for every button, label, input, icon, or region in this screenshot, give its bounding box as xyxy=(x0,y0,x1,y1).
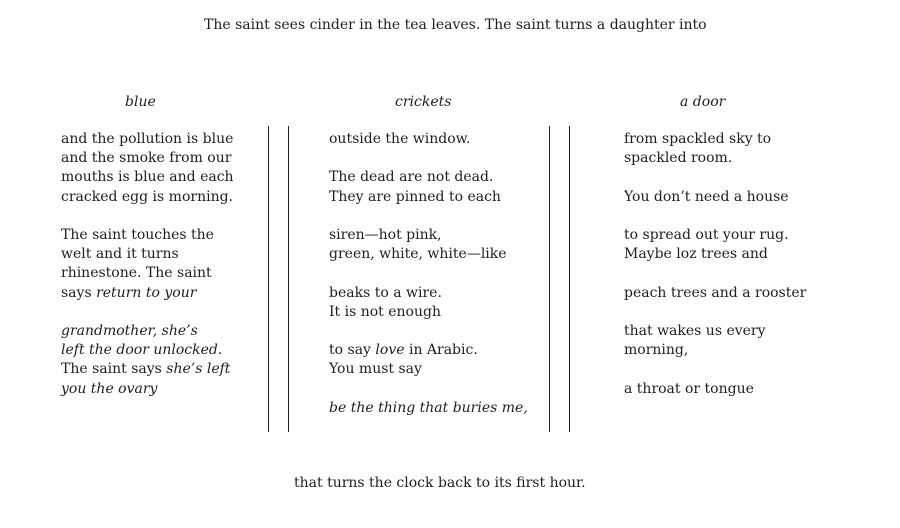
italic-text: left the door unlocked. xyxy=(61,342,223,359)
text-run: The dead are not dead. xyxy=(329,169,494,186)
stanza xyxy=(329,341,528,379)
poem-line xyxy=(61,341,234,360)
text-run: outside the window. xyxy=(329,131,471,147)
column-divider xyxy=(549,126,550,432)
text-run: siren—hot pink, xyxy=(329,226,442,243)
text-run: They are pinned to each xyxy=(329,188,501,205)
italic-text: return to your xyxy=(96,284,197,301)
text-run: that wakes us every xyxy=(624,322,766,339)
stanza xyxy=(624,284,806,303)
text-run: Maybe loz trees and xyxy=(624,246,768,263)
poem-line xyxy=(61,284,234,303)
poem-line xyxy=(329,284,528,303)
column-a-door xyxy=(624,130,806,418)
poem-line xyxy=(61,226,234,245)
poem-line xyxy=(624,188,806,207)
stanza xyxy=(624,380,806,399)
poem-line xyxy=(624,284,806,303)
poem-line xyxy=(329,303,528,322)
text-run: and the smoke from our xyxy=(61,150,232,167)
text-run: a throat or tongue xyxy=(624,380,754,397)
text-run: beaks to a wire. xyxy=(329,284,442,301)
poem-line xyxy=(329,341,528,360)
stanza xyxy=(624,226,806,264)
stanza xyxy=(329,168,528,206)
column-blue xyxy=(61,130,234,418)
stanza xyxy=(329,226,528,264)
italic-text: love xyxy=(375,342,405,359)
italic-text: she’s left xyxy=(166,361,231,378)
text-run: It is not enough xyxy=(329,303,441,320)
text-run: from spackled sky to xyxy=(624,131,772,147)
stanza xyxy=(624,130,806,168)
poem-line xyxy=(61,149,234,168)
text-run: green, white, white—like xyxy=(329,246,507,263)
text-run: mouths is blue and each xyxy=(61,169,234,186)
stanza xyxy=(329,399,528,418)
poem-line xyxy=(624,149,806,168)
text-run: The saint touches the xyxy=(61,227,214,243)
column-crickets xyxy=(329,130,528,437)
text-run: You must say xyxy=(329,361,422,378)
italic-text: be the thing that buries me, xyxy=(329,399,528,416)
text-run: welt and it turns xyxy=(61,246,179,263)
stanza xyxy=(329,284,528,322)
poem-line xyxy=(624,226,806,245)
poem-line xyxy=(329,130,528,149)
text-run: The saint says xyxy=(61,361,167,378)
text-run: to say xyxy=(329,342,376,359)
poem-line xyxy=(329,399,528,418)
stanza xyxy=(624,188,806,207)
text-run: cracked egg is morning. xyxy=(61,188,233,205)
text-run: You don’t need a house xyxy=(624,188,789,205)
poem-line xyxy=(61,168,234,187)
poem-line xyxy=(61,188,234,207)
poem-line xyxy=(329,360,528,379)
text-run: and the pollution is blue xyxy=(61,131,234,147)
poem-line xyxy=(329,168,528,187)
stanza xyxy=(329,130,528,149)
poem-line xyxy=(329,226,528,245)
column-title-a-door: a door xyxy=(680,94,726,110)
poem-line xyxy=(329,245,528,264)
text-run: in Arabic. xyxy=(404,342,478,359)
text-run: says xyxy=(61,284,97,301)
poem-line xyxy=(624,341,806,360)
poem-line xyxy=(624,245,806,264)
text-run: spackled room. xyxy=(624,150,733,167)
italic-text: you the ovary xyxy=(61,380,158,397)
poem-line xyxy=(624,130,806,149)
column-divider xyxy=(268,126,269,432)
column-title-blue: blue xyxy=(125,94,156,110)
stanza xyxy=(61,226,234,303)
poem-line xyxy=(61,264,234,283)
poem-line xyxy=(61,360,234,379)
poem-line xyxy=(61,322,234,341)
text-run: peach trees and a rooster xyxy=(624,284,807,301)
poem-line xyxy=(61,245,234,264)
column-divider xyxy=(569,126,570,432)
poem-line xyxy=(329,188,528,207)
text-run: rhinestone. The saint xyxy=(61,265,212,282)
column-divider xyxy=(288,126,289,432)
text-run: morning, xyxy=(624,342,689,359)
stanza xyxy=(61,322,234,399)
stanza xyxy=(624,322,806,360)
poem-opening-line: The saint sees cinder in the tea leaves. The saint turns a daughter into xyxy=(204,17,707,33)
italic-text: grandmother, she’s xyxy=(61,323,198,339)
poem-line xyxy=(61,130,234,149)
poem-line xyxy=(624,380,806,399)
poem-closing-line: that turns the clock back to its first hour. xyxy=(294,475,586,491)
stanza xyxy=(61,130,234,207)
column-title-crickets: crickets xyxy=(395,94,452,110)
text-run: to spread out your rug. xyxy=(624,226,789,243)
poem-line xyxy=(624,322,806,341)
poem-line xyxy=(61,380,234,399)
